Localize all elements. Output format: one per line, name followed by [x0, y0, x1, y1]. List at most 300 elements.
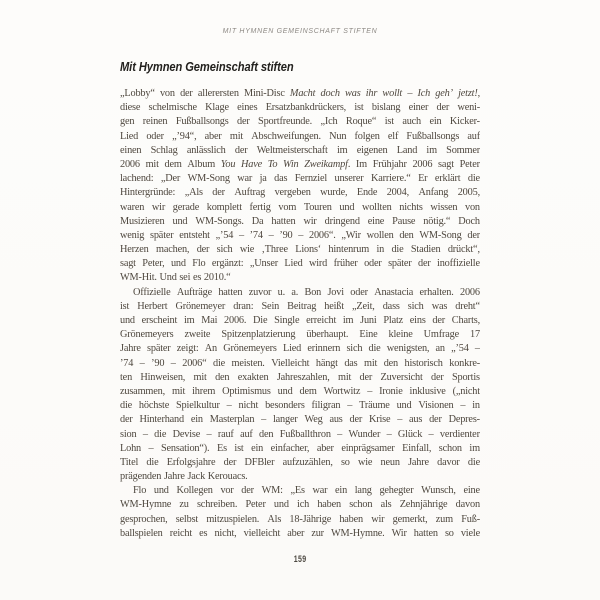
text: mit — [229, 130, 244, 142]
text: – — [386, 428, 392, 440]
text: mit — [145, 158, 159, 170]
text-line — [120, 215, 480, 229]
text: Land — [396, 144, 418, 156]
word — [179, 229, 210, 243]
word — [298, 229, 303, 243]
text: von — [465, 201, 480, 213]
word — [455, 300, 480, 314]
word — [345, 87, 360, 101]
text: „Der — [160, 173, 181, 185]
text: 2006“. — [308, 229, 336, 241]
word — [244, 527, 281, 541]
word — [460, 399, 465, 413]
text: Herbert — [137, 300, 168, 312]
text: einprägsamer — [341, 442, 395, 454]
text: a. — [291, 286, 299, 298]
word — [376, 243, 384, 257]
word — [224, 456, 237, 470]
word — [349, 428, 381, 442]
word — [140, 357, 145, 371]
word — [156, 243, 189, 257]
text: Klage — [205, 102, 229, 114]
text: 2004, — [386, 187, 409, 199]
text: „Ich — [320, 116, 338, 128]
text: Mini-Disc — [244, 88, 285, 99]
word — [460, 158, 480, 172]
word — [389, 328, 413, 342]
text: im — [426, 144, 437, 156]
text: der — [431, 371, 444, 383]
text: im — [342, 315, 354, 326]
text-line — [120, 87, 480, 101]
text: wir — [303, 215, 317, 227]
text: Es — [216, 442, 227, 454]
page-number-wrap — [120, 549, 480, 567]
text-line — [120, 413, 480, 427]
text: aber — [316, 442, 334, 454]
text: An — [204, 343, 218, 355]
text: erklärt — [434, 173, 461, 185]
word — [120, 101, 140, 115]
word — [185, 186, 203, 200]
word — [142, 257, 164, 271]
word — [267, 513, 281, 527]
word — [329, 130, 346, 144]
word — [399, 229, 413, 243]
word — [198, 87, 239, 101]
word — [175, 300, 225, 314]
word — [235, 144, 248, 158]
text: der — [180, 88, 193, 99]
word — [475, 342, 480, 356]
text: höchste — [138, 400, 170, 412]
text: Stadien — [410, 244, 441, 256]
text: sagt — [438, 158, 454, 170]
text: im — [183, 315, 195, 326]
word — [233, 300, 253, 314]
text-line — [120, 271, 480, 285]
word — [273, 413, 298, 427]
word — [437, 456, 460, 470]
text: vor — [220, 485, 234, 497]
word — [185, 328, 211, 342]
word — [327, 286, 343, 300]
text: Single — [274, 315, 300, 326]
word — [274, 172, 287, 186]
word — [271, 215, 295, 229]
text: Sein — [261, 300, 280, 312]
word — [312, 484, 327, 498]
word — [120, 442, 141, 456]
text-line — [120, 470, 480, 484]
text: Auftrag — [234, 187, 266, 199]
word — [120, 87, 155, 101]
text: 2010.“ — [203, 272, 231, 284]
text: ist — [120, 300, 130, 312]
word — [221, 328, 295, 342]
word — [120, 144, 141, 158]
word — [244, 87, 285, 101]
word — [277, 371, 330, 385]
word — [357, 186, 377, 200]
word — [120, 115, 134, 129]
word — [217, 442, 227, 456]
text: Weg — [304, 414, 323, 426]
text: Umfrage — [423, 329, 459, 341]
word — [151, 357, 164, 371]
text: das — [274, 173, 288, 185]
text: Träume — [359, 400, 390, 412]
text: mit — [171, 385, 186, 397]
text: einer — [408, 102, 429, 114]
text: ’74 — [120, 357, 134, 369]
text-line — [120, 314, 480, 328]
text: Fußballthron — [279, 428, 331, 440]
word — [283, 158, 298, 172]
word — [297, 498, 309, 512]
word — [436, 513, 453, 527]
text: wie — [239, 244, 255, 256]
word — [160, 87, 175, 101]
text: Fußballsongs — [175, 116, 229, 128]
word — [146, 130, 164, 144]
word — [187, 470, 205, 484]
word — [176, 513, 198, 527]
text: und — [120, 315, 135, 326]
word — [120, 172, 153, 186]
text: inoffizielle — [437, 258, 480, 270]
text: was — [431, 300, 448, 312]
text: 2006 — [412, 158, 433, 170]
word — [429, 428, 434, 442]
word — [364, 357, 377, 371]
word — [133, 484, 146, 498]
text: Krise — [368, 414, 391, 426]
text: vom — [278, 201, 297, 213]
word — [223, 342, 277, 356]
text: zweite — [184, 329, 211, 341]
word — [278, 201, 296, 215]
word — [448, 243, 480, 257]
word — [341, 456, 350, 470]
word — [120, 527, 163, 541]
word — [227, 399, 232, 413]
word — [287, 300, 316, 314]
text: 2006“ — [182, 357, 207, 369]
text: und — [153, 485, 169, 497]
word — [383, 300, 400, 314]
word — [435, 172, 461, 186]
text: Wunsch, — [421, 485, 456, 497]
text: – — [226, 400, 232, 412]
text: „’94“, — [172, 130, 197, 142]
word — [207, 201, 242, 215]
text: hatten — [271, 215, 296, 227]
text: die — [213, 357, 226, 369]
text: – — [460, 400, 466, 412]
word — [159, 271, 176, 285]
text: „’54 — [215, 229, 234, 241]
text: WM-Hymne — [120, 499, 172, 511]
word — [237, 172, 252, 186]
word — [182, 357, 206, 371]
word — [274, 314, 299, 328]
text: 2005, — [457, 187, 480, 199]
word — [449, 413, 480, 427]
text: oder — [146, 130, 164, 142]
word — [184, 314, 195, 328]
text: Flo — [192, 258, 206, 270]
word — [218, 428, 234, 442]
word — [284, 257, 302, 271]
text: – — [298, 229, 304, 241]
word — [295, 172, 327, 186]
word — [171, 257, 186, 271]
word — [120, 470, 161, 484]
word — [252, 215, 264, 229]
text: sei — [179, 272, 191, 284]
text: Sensation“). — [160, 442, 210, 454]
text: hintenrum — [328, 244, 370, 256]
word — [218, 286, 242, 300]
text: Aufträge — [176, 286, 212, 298]
word — [191, 413, 203, 427]
word — [289, 513, 331, 527]
text: eins — [409, 315, 426, 326]
text: . — [347, 158, 351, 170]
word — [262, 243, 288, 257]
text: nötig.“ — [423, 215, 451, 227]
text: Hinweisen, — [140, 371, 186, 383]
word — [335, 172, 364, 186]
word — [195, 215, 243, 229]
text: überhaupt. — [306, 329, 349, 341]
word — [397, 413, 402, 427]
text: Zehnjährige — [399, 499, 448, 511]
italic-text: jetzt! — [458, 88, 478, 99]
word — [367, 385, 372, 399]
word — [187, 144, 226, 158]
word — [325, 215, 360, 229]
word — [391, 243, 403, 257]
word — [321, 87, 340, 101]
word — [177, 286, 212, 300]
word — [120, 215, 165, 229]
word — [337, 428, 342, 442]
word — [192, 385, 215, 399]
text: die — [154, 428, 167, 440]
text: erinnern — [307, 343, 341, 355]
text: DFBler — [244, 456, 275, 468]
text: WM-Song — [187, 173, 230, 185]
word — [176, 399, 220, 413]
text: Einfall, — [402, 442, 432, 454]
text: aus — [329, 414, 343, 426]
text: Eine — [359, 329, 378, 341]
word — [120, 130, 138, 144]
text: „’54 — [451, 343, 469, 355]
text: Grönemeyers — [120, 329, 174, 341]
word — [280, 428, 331, 442]
word — [149, 101, 197, 115]
text: Grönemeyer — [175, 300, 226, 312]
text: lang — [354, 485, 372, 497]
text: auf — [240, 428, 253, 440]
text: haben — [317, 499, 341, 511]
text: Erfolgsjahre — [166, 456, 216, 468]
word — [257, 144, 328, 158]
text: oder — [364, 258, 382, 270]
text: wir — [151, 201, 166, 213]
word — [139, 413, 184, 427]
word — [341, 229, 360, 243]
text: wissen — [430, 201, 458, 213]
word — [306, 328, 348, 342]
text: sagt — [120, 258, 136, 270]
text: Kerouacs. — [207, 471, 248, 483]
text: vielleicht — [243, 527, 281, 539]
word — [397, 399, 412, 413]
text: aus — [409, 414, 423, 426]
text: der — [432, 315, 446, 326]
text: ist — [234, 442, 244, 454]
text: Visionen — [418, 400, 454, 412]
word — [346, 115, 376, 129]
word — [120, 428, 136, 442]
word — [426, 144, 437, 158]
word — [193, 271, 201, 285]
text: heißt — [324, 300, 344, 312]
text: Ersatzbankdrückers, — [265, 102, 347, 114]
text: Herzen — [120, 244, 149, 256]
text-line — [120, 513, 480, 527]
text: Wunder — [348, 428, 381, 440]
text: „Wir — [341, 229, 361, 241]
text: Beitrag — [287, 300, 317, 312]
word — [120, 371, 132, 385]
word — [234, 442, 243, 456]
word — [328, 243, 369, 257]
word — [446, 144, 480, 158]
word — [412, 158, 432, 172]
word — [400, 498, 448, 512]
text: Wortwitz — [323, 385, 361, 397]
word — [380, 371, 422, 385]
text-line — [120, 456, 480, 470]
word — [384, 357, 398, 371]
text-line — [120, 158, 480, 172]
word — [234, 186, 265, 200]
word — [143, 428, 148, 442]
text: der — [120, 414, 133, 426]
word — [392, 527, 407, 541]
text: mit — [193, 371, 207, 383]
text: das — [344, 357, 358, 369]
text: in — [472, 400, 480, 412]
word — [359, 328, 377, 342]
word — [461, 513, 480, 527]
word — [449, 357, 480, 371]
text: meisten. — [231, 357, 265, 369]
text: einfacher, — [270, 442, 310, 454]
word — [421, 484, 456, 498]
word — [253, 314, 267, 328]
word — [335, 484, 347, 498]
word — [240, 243, 254, 257]
word — [224, 314, 246, 328]
text: davor — [437, 456, 460, 468]
text: Lied — [282, 343, 302, 355]
word — [120, 257, 136, 271]
word — [120, 158, 140, 172]
word — [303, 215, 316, 229]
word — [271, 442, 310, 456]
word — [349, 498, 372, 512]
word — [360, 371, 373, 385]
word — [429, 115, 441, 129]
text: Devise — [172, 428, 201, 440]
text: Vielleicht — [271, 357, 310, 369]
text: „Zeit, — [352, 300, 375, 312]
word — [419, 229, 461, 243]
text: Anastacia — [374, 286, 414, 298]
word — [137, 300, 167, 314]
text: WM-Hymne. — [331, 527, 385, 539]
word — [265, 399, 305, 413]
text: erscheint — [141, 315, 178, 326]
text: gemerkt, — [392, 513, 428, 525]
text: Die — [253, 315, 268, 326]
text: war — [312, 485, 328, 497]
word — [167, 456, 216, 470]
text: sich — [346, 343, 363, 355]
italic-text: doch — [320, 88, 340, 99]
text: wenigsten, — [386, 343, 430, 355]
word — [393, 513, 428, 527]
text: der — [212, 187, 225, 199]
text: Hintergründe: — [120, 187, 176, 199]
word — [374, 286, 413, 300]
text: eine — [367, 215, 385, 227]
word — [305, 286, 322, 300]
text: der — [349, 414, 363, 426]
text: waren — [120, 201, 145, 213]
word — [120, 314, 135, 328]
text-line — [120, 144, 480, 158]
text: dem — [164, 158, 182, 170]
word — [439, 442, 462, 456]
text: Mai — [201, 315, 218, 326]
text: nichts — [399, 201, 423, 213]
text: und — [277, 385, 293, 397]
word — [290, 87, 315, 101]
text-line — [120, 428, 480, 442]
text: ich — [297, 499, 310, 511]
text: zusammen, — [120, 385, 165, 397]
text-line — [120, 484, 480, 498]
word — [331, 527, 385, 541]
text: mit — [337, 371, 352, 383]
word — [260, 172, 267, 186]
word — [451, 342, 469, 356]
text: „Es — [290, 485, 305, 497]
text: Und — [159, 272, 177, 284]
word — [453, 385, 480, 399]
text: die — [467, 456, 480, 468]
paragraph — [120, 286, 480, 485]
text: ten — [120, 371, 133, 383]
word — [176, 115, 229, 129]
